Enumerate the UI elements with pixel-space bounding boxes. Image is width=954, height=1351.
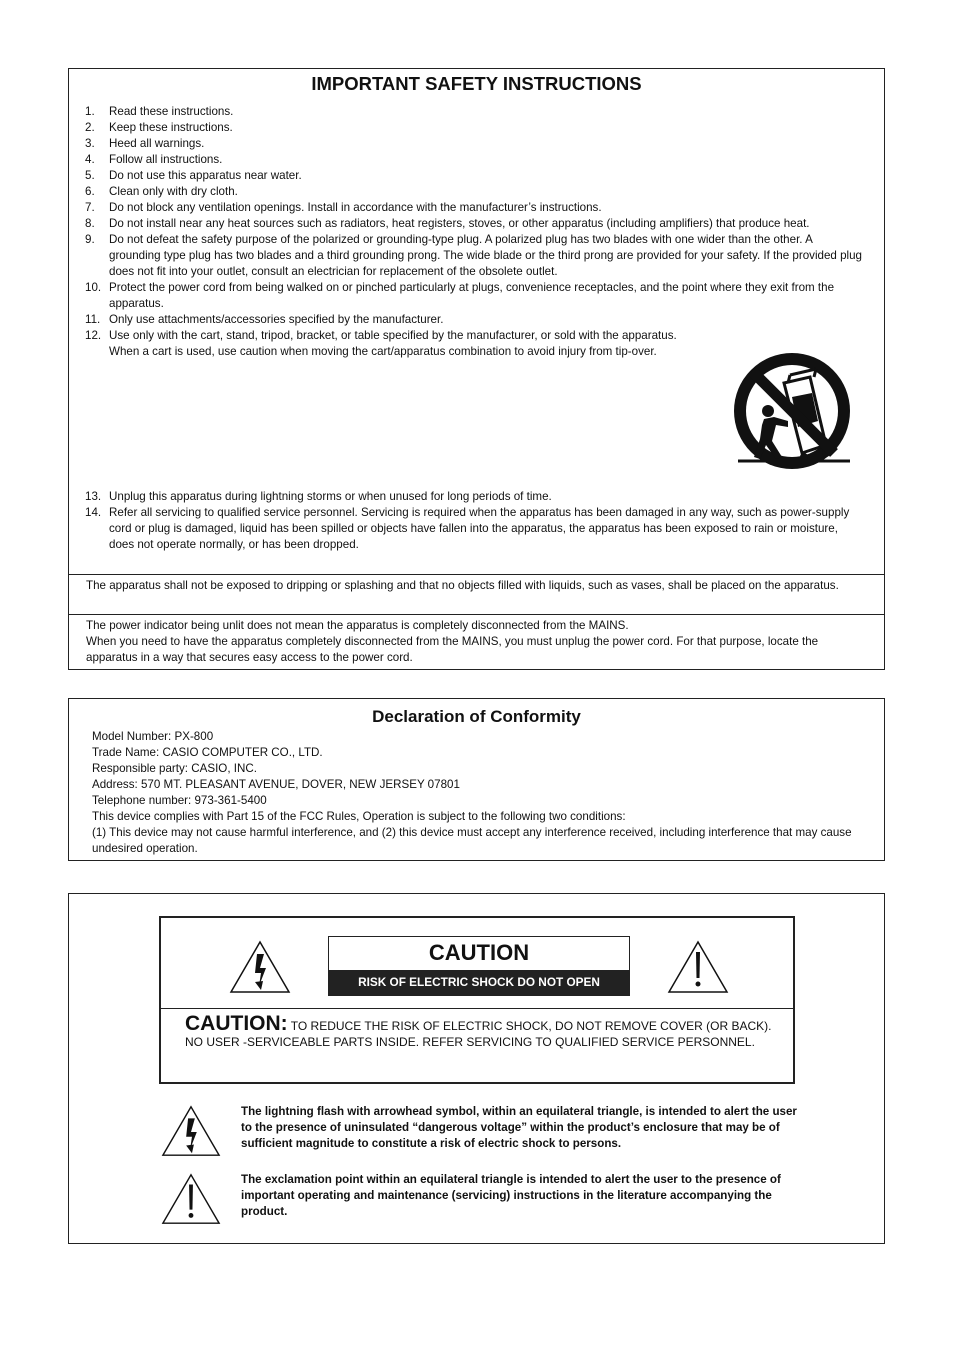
lightning-triangle-icon	[161, 1104, 221, 1158]
list-item: 10. Protect the power cord from being walked on or pinched particularly at plugs, convenience receptacles, and the point where they exit from the apparatus.	[85, 281, 835, 310]
exclamation-triangle-icon	[161, 1172, 221, 1226]
list-item: 2. Keep these instructions.	[85, 121, 233, 134]
conformity-line: Responsible party: CASIO, INC.	[92, 762, 257, 775]
caution-section-box	[68, 893, 885, 1244]
conformity-line: Trade Name: CASIO COMPUTER CO., LTD.	[92, 746, 323, 759]
exclamation-legend-text: The exclamation point within an equilateral triangle is intended to alert the user to the presence of important operating and maintenance (servicing) instructions in the literature accompanying the product.	[241, 1173, 781, 1218]
safety-instructions-box	[68, 68, 885, 670]
list-item: 7. Do not block any ventilation openings. Install in accordance with the manufacturer’s instructions.	[85, 201, 602, 214]
list-item: 8. Do not install near any heat sources such as radiators, heat registers, stoves, or other apparatus (including amplifiers) that produce heat.	[85, 217, 810, 230]
exclamation-legend	[161, 1172, 801, 1228]
list-item: 4. Follow all instructions.	[85, 153, 223, 166]
conformity-line: Telephone number: 973-361-5400	[92, 794, 267, 807]
power-note: The power indicator being unlit does not mean the apparatus is completely disconnected from the MAINS. When you need to have the apparatus completely disconnected from the MAINS, you must unplug the power cord. For that purpose, locate the apparatus in a way that secures easy access to the power cord.	[69, 614, 884, 666]
list-item: 6. Clean only with dry cloth.	[85, 185, 238, 198]
conformity-line: Model Number: PX-800	[92, 730, 214, 743]
lightning-triangle-icon	[229, 940, 291, 994]
list-item: 5. Do not use this apparatus near water.	[85, 169, 302, 182]
list-item: 1. Read these instructions.	[85, 105, 234, 118]
caution-statement	[185, 1012, 773, 1050]
list-item: 13. Unplug this apparatus during lightning storms or when unused for long periods of time.	[85, 490, 552, 503]
risk-of-shock-bar: RISK OF ELECTRIC SHOCK DO NOT OPEN	[329, 970, 629, 995]
list-item: 3. Heed all warnings.	[85, 137, 205, 150]
lightning-legend-text: The lightning flash with arrowhead symbol, within an equilateral triangle, is intended to alert the user to the presence of uninsulated “dangerous voltage” within the product’s enclosure that may be of sufficient magnitude to constitute a risk of electric shock to persons.	[241, 1105, 797, 1150]
list-item: 14. Refer all servicing to qualified service personnel. Servicing is required when the apparatus has been damaged in any way, such as power-supply cord or plug is damaged, liquid has been spilled or objects have fallen into the apparatus, the apparatus has been exposed to rain or moisture, does not operate normally, or has been dropped.	[85, 506, 850, 551]
conformity-line: (1) This device may not cause harmful interference, and (2) this device must accept any interference received, including interference that may cause undesired operation.	[92, 826, 852, 855]
divider	[161, 1008, 793, 1009]
conformity-lines	[92, 729, 860, 857]
conformity-title: Declaration of Conformity	[372, 707, 581, 726]
list-item: 12. Use only with the cart, stand, tripod, bracket, or table specified by the manufacturer, or sold with the apparatus. When a cart is used, use caution when moving the cart/apparatus combination to avoid injury from tip-over.	[85, 329, 677, 358]
declaration-of-conformity-box	[68, 698, 885, 861]
splash-note: The apparatus shall not be exposed to dripping or splashing and that no objects filled with liquids, such as vases, shall be placed on the apparatus.	[69, 574, 884, 614]
lightning-legend	[161, 1104, 801, 1160]
cart-tipover-warning-icon	[726, 349, 858, 473]
caution-label-frame	[159, 916, 795, 1084]
instruction-list	[85, 104, 862, 553]
safety-title: IMPORTANT SAFETY INSTRUCTIONS	[311, 73, 642, 94]
caution-label	[328, 936, 630, 996]
list-item: 11. Only use attachments/accessories specified by the manufacturer.	[85, 313, 444, 326]
caution-body: TO REDUCE THE RISK OF ELECTRIC SHOCK, DO NOT REMOVE COVER (OR BACK). NO USER -SERVICEABLE PARTS INSIDE. REFER SERVICING TO QUALIFIED SERVICE PERSONNEL.	[185, 1019, 772, 1049]
caution-heading: CAUTION	[428, 940, 530, 965]
conformity-line: This device complies with Part 15 of the FCC Rules, Operation is subject to the following two conditions:	[92, 810, 626, 823]
exclamation-triangle-icon	[667, 940, 729, 994]
caution-prefix: CAUTION:	[185, 1012, 288, 1035]
conformity-line: Address: 570 MT. PLEASANT AVENUE, DOVER, NEW JERSEY 07801	[92, 778, 460, 791]
list-item: 9. Do not defeat the safety purpose of the polarized or grounding-type plug. A polarized plug has two blades with one wider than the other. A grounding type plug has two blades and a third grounding prong. The wide blade or the third prong are provided for your safety. If the provided plug does not fit into your outlet, consult an electrician for replacement of the obsolete outlet.	[85, 233, 863, 278]
